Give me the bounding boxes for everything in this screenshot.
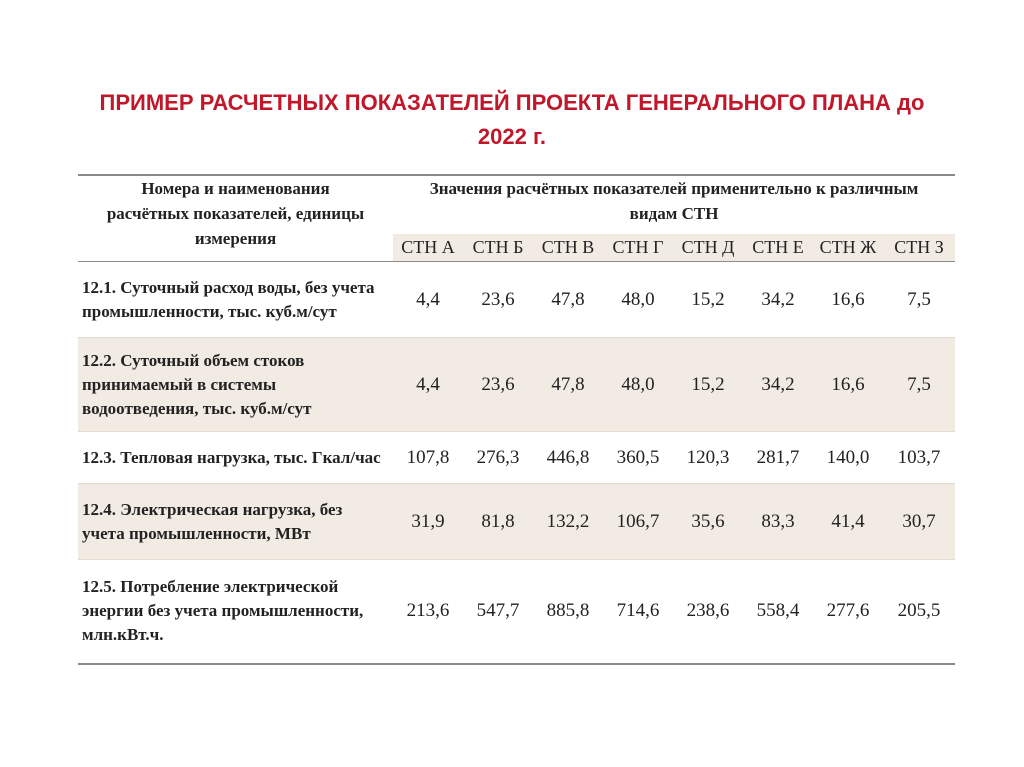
table-cell: 106,7 xyxy=(603,484,673,560)
table-cell: 547,7 xyxy=(463,560,533,664)
table-cell: 238,6 xyxy=(673,560,743,664)
values-header: Значения расчётных показателей применительно к различным видам СТН xyxy=(393,175,955,234)
table-cell: 34,2 xyxy=(743,262,813,338)
table-row xyxy=(78,484,955,560)
table-cell: 446,8 xyxy=(533,432,603,484)
table-cell: 47,8 xyxy=(533,262,603,338)
table-row xyxy=(78,262,955,338)
column-header: СТН В xyxy=(533,234,603,262)
table-cell: 16,6 xyxy=(813,338,883,432)
indicator-header: Номера и наименования расчётных показателей, единицы измерения xyxy=(78,175,393,262)
table-cell: 30,7 xyxy=(883,484,955,560)
title-line-2: 2022 г. xyxy=(477,124,547,149)
column-header: СТН Е xyxy=(743,234,813,262)
indicators-table xyxy=(78,174,955,665)
slide-title xyxy=(30,86,994,154)
table-cell: 213,6 xyxy=(393,560,463,664)
table-cell: 558,4 xyxy=(743,560,813,664)
table-cell: 81,8 xyxy=(463,484,533,560)
table-cell: 107,8 xyxy=(393,432,463,484)
table-cell: 4,4 xyxy=(393,338,463,432)
table-cell: 16,6 xyxy=(813,262,883,338)
table-cell: 35,6 xyxy=(673,484,743,560)
column-header: СТН Б xyxy=(463,234,533,262)
table-cell: 276,3 xyxy=(463,432,533,484)
table-cell: 277,6 xyxy=(813,560,883,664)
table-cell: 7,5 xyxy=(883,262,955,338)
table-cell: 4,4 xyxy=(393,262,463,338)
table-row xyxy=(78,432,955,484)
table-cell: 34,2 xyxy=(743,338,813,432)
row-label: 12.1. Суточный расход воды, без учета промышленности, тыс. куб.м/сут xyxy=(78,262,393,338)
table-cell: 140,0 xyxy=(813,432,883,484)
column-header: СТН Д xyxy=(673,234,743,262)
row-label: 12.5. Потребление электрической энергии без учета промышленности, млн.кВт.ч. xyxy=(78,560,393,664)
column-header: СТН З xyxy=(883,234,955,262)
column-header: СТН Ж xyxy=(813,234,883,262)
table-row xyxy=(78,338,955,432)
row-label: 12.3. Тепловая нагрузка, тыс. Гкал/час xyxy=(78,432,393,484)
table-cell: 48,0 xyxy=(603,262,673,338)
table-cell: 15,2 xyxy=(673,262,743,338)
table-cell: 120,3 xyxy=(673,432,743,484)
table-cell: 281,7 xyxy=(743,432,813,484)
table-cell: 31,9 xyxy=(393,484,463,560)
table-cell: 360,5 xyxy=(603,432,673,484)
table-cell: 47,8 xyxy=(533,338,603,432)
header-row xyxy=(78,175,955,234)
table-cell: 23,6 xyxy=(463,338,533,432)
table-cell: 714,6 xyxy=(603,560,673,664)
row-label: 12.4. Электрическая нагрузка, без учета промышленности, МВт xyxy=(78,484,393,560)
table-cell: 103,7 xyxy=(883,432,955,484)
table-cell: 15,2 xyxy=(673,338,743,432)
table-cell: 41,4 xyxy=(813,484,883,560)
row-label: 12.2. Суточный объем стоков принимаемый в системы водоотведения, тыс. куб.м/сут xyxy=(78,338,393,432)
column-header: СТН Г xyxy=(603,234,673,262)
column-header: СТН А xyxy=(393,234,463,262)
table-cell: 48,0 xyxy=(603,338,673,432)
table-cell: 83,3 xyxy=(743,484,813,560)
table-cell: 885,8 xyxy=(533,560,603,664)
table-cell: 7,5 xyxy=(883,338,955,432)
table-row xyxy=(78,560,955,664)
table-cell: 132,2 xyxy=(533,484,603,560)
table-cell: 205,5 xyxy=(883,560,955,664)
title-line-1: ПРИМЕР РАСЧЕТНЫХ ПОКАЗАТЕЛЕЙ ПРОЕКТА ГЕНЕРАЛЬНОГО ПЛАНА до xyxy=(99,90,925,115)
table-cell: 23,6 xyxy=(463,262,533,338)
